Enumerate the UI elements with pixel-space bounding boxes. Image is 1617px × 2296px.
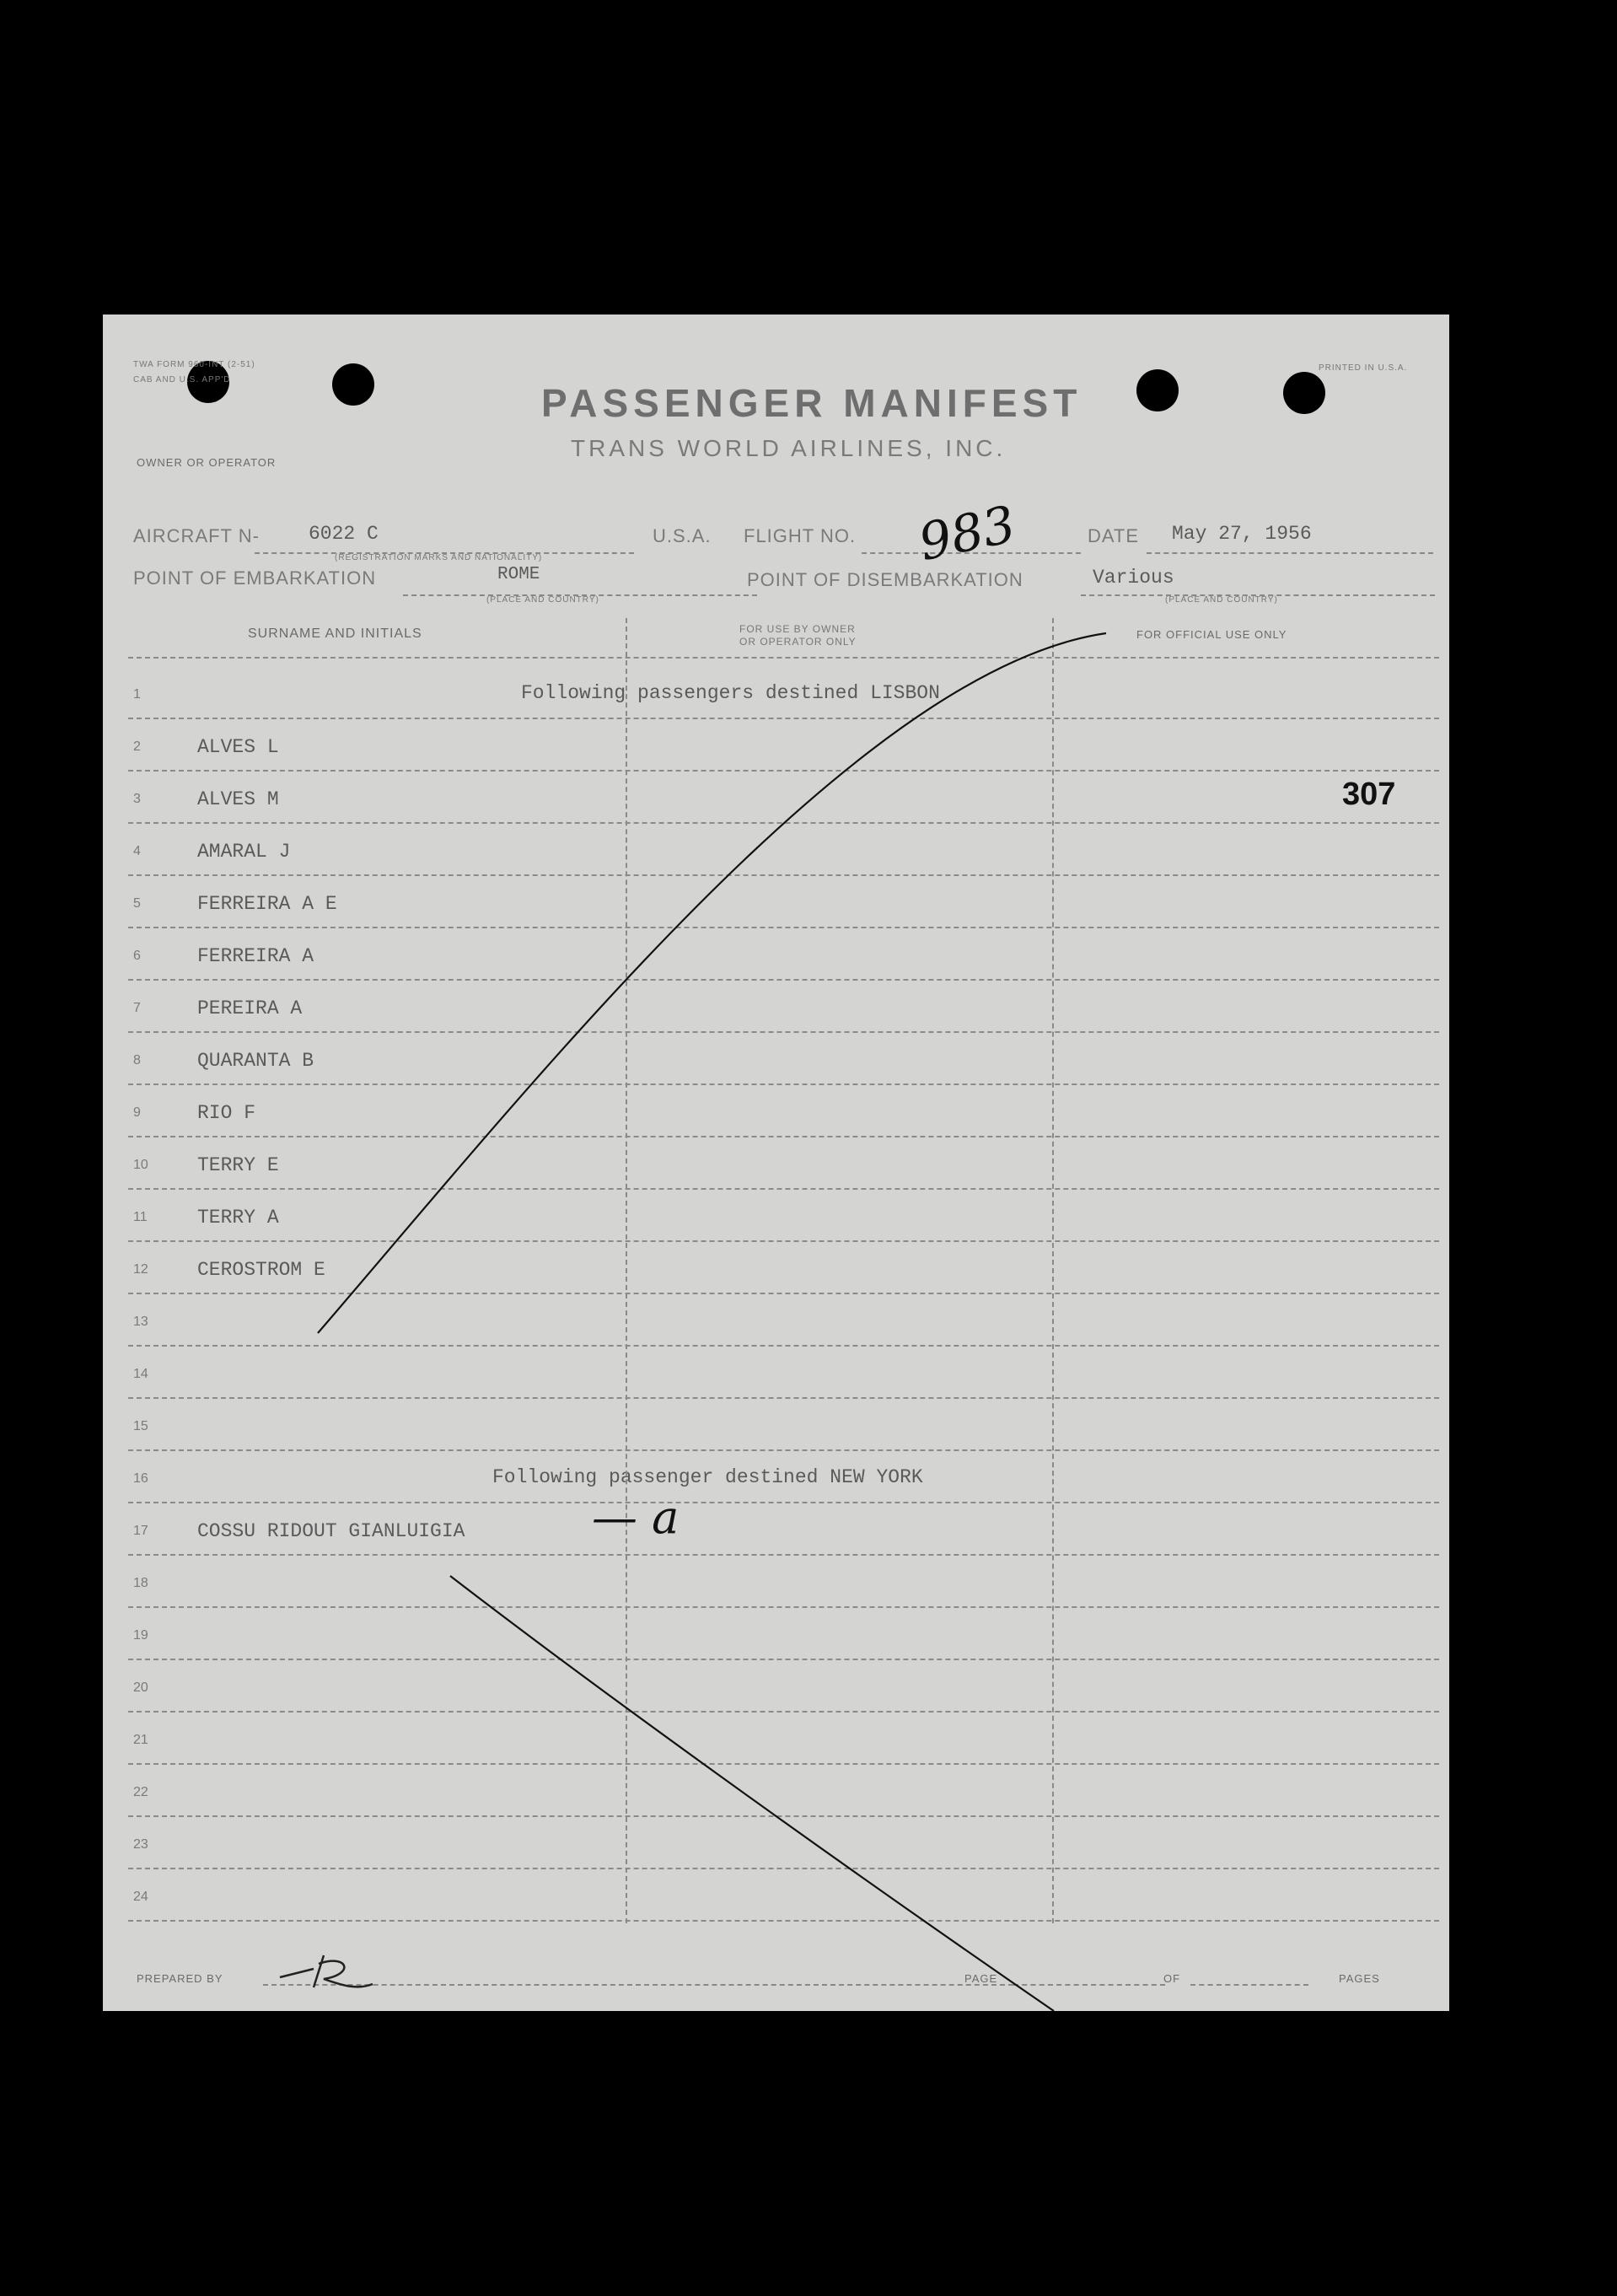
manifest-sheet bbox=[103, 315, 1449, 2011]
handwritten-mark: — a bbox=[592, 1491, 680, 1544]
embarkation-label: POINT OF EMBARKATION bbox=[133, 567, 377, 589]
row-number: 9 bbox=[133, 1105, 141, 1120]
page-label: PAGE bbox=[964, 1972, 998, 1985]
row-number: 10 bbox=[133, 1158, 148, 1172]
flight-no-label: FLIGHT NO. bbox=[744, 525, 857, 546]
row-number: 1 bbox=[133, 687, 141, 702]
row-number: 3 bbox=[133, 792, 141, 806]
date-value: May 27, 1956 bbox=[1172, 523, 1312, 545]
pages-label: PAGES bbox=[1339, 1972, 1380, 1985]
row-number: 17 bbox=[133, 1524, 148, 1538]
passenger-name: ALVES L bbox=[197, 736, 279, 758]
disembarkation-note: (PLACE AND COUNTRY) bbox=[1165, 595, 1278, 605]
passenger-name: RIO F bbox=[197, 1102, 256, 1124]
destination-note: Following passenger destined NEW YORK bbox=[492, 1466, 923, 1488]
form-approval: CAB AND U.S. APP'D bbox=[133, 375, 231, 384]
printed-in-usa: PRINTED IN U.S.A. bbox=[1319, 363, 1408, 373]
diagonal-cancel-line-bottom bbox=[450, 1576, 1054, 2011]
row-number: 5 bbox=[133, 896, 141, 911]
registration-note: (REGISTRATION MARKS AND NATIONALITY) bbox=[335, 553, 543, 562]
col-official-header: FOR OFFICIAL USE ONLY bbox=[1136, 628, 1287, 641]
row-number: 15 bbox=[133, 1419, 148, 1433]
row-number: 8 bbox=[133, 1053, 141, 1067]
row-number: 2 bbox=[133, 739, 141, 754]
row-number: 7 bbox=[133, 1001, 141, 1015]
signature bbox=[280, 1955, 373, 1987]
pen-strokes bbox=[103, 315, 1449, 2011]
row-number: 20 bbox=[133, 1680, 148, 1695]
passenger-name: COSSU RIDOUT GIANLUIGIA bbox=[197, 1520, 465, 1542]
disembarkation-value: Various bbox=[1093, 567, 1174, 589]
row-number: 6 bbox=[133, 949, 141, 963]
aircraft-label: AIRCRAFT N- bbox=[133, 525, 260, 546]
row-number: 11 bbox=[133, 1210, 148, 1224]
row-number: 24 bbox=[133, 1890, 148, 1904]
passenger-name: CEROSTROM E bbox=[197, 1259, 325, 1281]
row-number: 21 bbox=[133, 1733, 148, 1747]
row-number: 23 bbox=[133, 1837, 148, 1852]
destination-note: Following passengers destined LISBON bbox=[521, 682, 940, 704]
passenger-name: FERREIRA A E bbox=[197, 893, 337, 915]
passenger-name: AMARAL J bbox=[197, 841, 291, 863]
col-owner-header-1: FOR USE BY OWNER bbox=[739, 623, 856, 635]
passenger-name: FERREIRA A bbox=[197, 945, 314, 967]
passenger-name: TERRY E bbox=[197, 1154, 279, 1176]
passenger-name: TERRY A bbox=[197, 1207, 279, 1229]
row-number: 14 bbox=[133, 1367, 148, 1381]
row-number: 22 bbox=[133, 1785, 148, 1799]
aircraft-value: 6022 C bbox=[309, 523, 379, 545]
owner-label: OWNER OR OPERATOR bbox=[137, 456, 277, 469]
form-number: TWA FORM 960-INT (2-51) bbox=[133, 360, 255, 369]
passenger-name: ALVES M bbox=[197, 788, 279, 810]
row-number: 19 bbox=[133, 1628, 148, 1643]
row-number: 16 bbox=[133, 1471, 148, 1486]
airline-name: TRANS WORLD AIRLINES, INC. bbox=[571, 435, 1007, 461]
passenger-name: QUARANTA B bbox=[197, 1050, 314, 1072]
row-number: 12 bbox=[133, 1262, 148, 1277]
embarkation-note: (PLACE AND COUNTRY) bbox=[486, 595, 599, 605]
disembarkation-label: POINT OF DISEMBARKATION bbox=[747, 569, 1023, 590]
passenger-name: PEREIRA A bbox=[197, 997, 303, 1019]
row-number: 18 bbox=[133, 1576, 148, 1590]
row-number: 4 bbox=[133, 844, 141, 858]
of-label: OF bbox=[1163, 1972, 1181, 1985]
diagonal-cancel-line-top bbox=[318, 633, 1106, 1333]
embarkation-value: ROME bbox=[497, 565, 540, 584]
col-owner-header-2: OR OPERATOR ONLY bbox=[739, 636, 857, 648]
flight-no-value: 983 bbox=[913, 494, 1021, 573]
col-surname-header: SURNAME AND INITIALS bbox=[248, 626, 422, 641]
usa-label: U.S.A. bbox=[653, 525, 712, 546]
date-label: DATE bbox=[1088, 525, 1140, 546]
row-number: 13 bbox=[133, 1315, 148, 1329]
prepared-by-label: PREPARED BY bbox=[137, 1972, 223, 1985]
page-title: PASSENGER MANIFEST bbox=[541, 381, 1082, 425]
page-stamp-number: 307 bbox=[1342, 777, 1396, 812]
